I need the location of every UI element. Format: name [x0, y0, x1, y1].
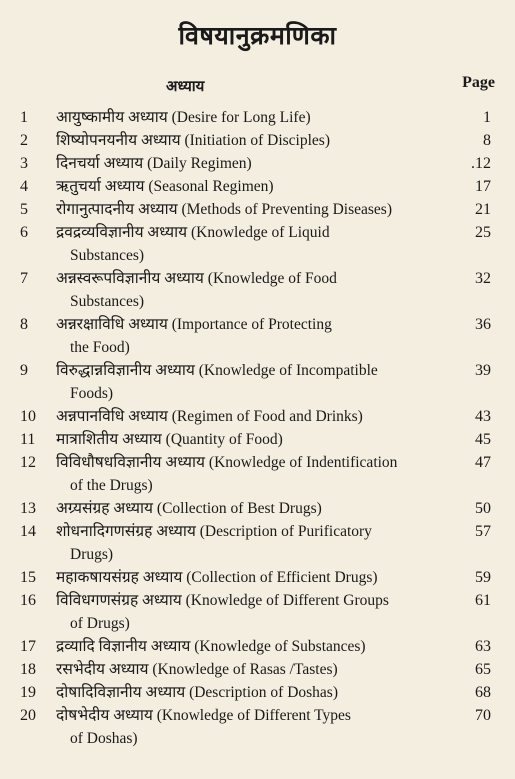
entry-title-block [56, 106, 436, 129]
entry-number: 7 [20, 270, 28, 287]
entry-number: 4 [20, 178, 28, 195]
entry-title-continuation: of Drugs) [70, 615, 130, 632]
entry-number: 10 [20, 408, 36, 425]
entry-title-block [56, 313, 436, 359]
entry-title-continuation: Foods) [70, 385, 114, 402]
entry-page-number: 68 [475, 684, 491, 701]
entry-title-block [56, 221, 436, 267]
entry-number: 20 [20, 707, 36, 724]
entry-title-continuation: of the Drugs) [70, 477, 153, 494]
toc-entry [0, 129, 515, 152]
entry-title: विरुद्धान्नविज्ञानीय अध्याय (Knowledge of Incompatible [56, 362, 378, 379]
entry-number: 6 [20, 224, 28, 241]
entry-page-number: 45 [475, 431, 491, 448]
entry-page-number: .12 [471, 155, 491, 172]
entry-page-number: 70 [475, 707, 491, 724]
entry-number: 18 [20, 661, 36, 678]
entry-title: अन्नरक्षाविधि अध्याय (Importance of Protecting [56, 316, 332, 333]
entry-page-number: 43 [475, 408, 491, 425]
entry-number: 8 [20, 316, 28, 333]
entry-title: द्रव्यादि विज्ञानीय अध्याय (Knowledge of Substances) [56, 638, 366, 655]
entry-title: दोषभेदीय अध्याय (Knowledge of Different Types [56, 707, 351, 724]
entry-title-block [56, 175, 436, 198]
entry-number: 14 [20, 523, 36, 540]
entry-page-number: 63 [475, 638, 491, 655]
entry-title: मात्राशितीय अध्याय (Quantity of Food) [56, 431, 283, 448]
entry-title-block [56, 566, 436, 589]
entry-number: 11 [20, 431, 36, 448]
entry-number: 13 [20, 500, 36, 517]
entry-title: अन्नस्वरूपविज्ञानीय अध्याय (Knowledge of Food [56, 270, 337, 287]
entry-number: 5 [20, 201, 28, 218]
entry-title-block [56, 704, 436, 750]
entry-title-continuation: the Food) [70, 339, 130, 356]
entry-title: शिष्योपनयनीय अध्याय (Initiation of Disciples) [56, 132, 330, 149]
entry-title: अन्नपानविधि अध्याय (Regimen of Food and Drinks) [56, 408, 363, 425]
entry-title: रोगानुत्पादनीय अध्याय (Methods of Preventing Diseases) [56, 201, 392, 218]
entry-title-block [56, 129, 436, 152]
entry-title-block [56, 520, 436, 566]
toc-entry [0, 198, 515, 221]
toc-entry [0, 589, 515, 635]
toc-entry [0, 152, 515, 175]
entry-title-block [56, 451, 436, 497]
toc-entry [0, 704, 515, 750]
entry-title: रसभेदीय अध्याय (Knowledge of Rasas /Tastes) [56, 661, 338, 678]
entry-page-number: 65 [475, 661, 491, 678]
toc-entry [0, 520, 515, 566]
entry-title-block [56, 405, 436, 428]
entry-number: 1 [20, 109, 28, 126]
entry-title-block [56, 497, 436, 520]
entry-number: 3 [20, 155, 28, 172]
entry-title-block [56, 681, 436, 704]
entry-title: विविधगणसंग्रह अध्याय (Knowledge of Different Groups [56, 592, 389, 609]
entry-title: द्रवद्रव्यविज्ञानीय अध्याय (Knowledge of Liquid [56, 224, 330, 241]
entry-page-number: 59 [475, 569, 491, 586]
page-title: विषयानुक्रमणिका [178, 21, 337, 50]
entry-title: ऋतुचर्या अध्याय (Seasonal Regimen) [56, 178, 274, 195]
toc-entry [0, 267, 515, 313]
entry-title-block [56, 635, 436, 658]
entry-number: 19 [20, 684, 36, 701]
entry-title: महाकषायसंग्रह अध्याय (Collection of Efficient Drugs) [56, 569, 378, 586]
entry-page-number: 57 [475, 523, 491, 540]
page-column-header: Page [462, 74, 495, 91]
toc-entry [0, 221, 515, 267]
entry-title-block [56, 267, 436, 313]
toc-entry [0, 451, 515, 497]
entry-title-continuation: Drugs) [70, 546, 114, 563]
entry-number: 16 [20, 592, 36, 609]
entry-page-number: 32 [475, 270, 491, 287]
entry-title: विविधौषधविज्ञानीय अध्याय (Knowledge of Indentification [56, 454, 398, 471]
toc-entry [0, 359, 515, 405]
toc-entry [0, 313, 515, 359]
entry-page-number: 61 [475, 592, 491, 609]
toc-entry [0, 566, 515, 589]
entry-page-number: 1 [483, 109, 491, 126]
entry-number: 17 [20, 638, 36, 655]
entry-number: 15 [20, 569, 36, 586]
entry-page-number: 39 [475, 362, 491, 379]
entry-title: दोषादिविज्ञानीय अध्याय (Description of Doshas) [56, 684, 339, 701]
entry-title: शोधनादिगणसंग्रह अध्याय (Description of Purificatory [56, 523, 372, 540]
entry-title: आयुष्कामीय अध्याय (Desire for Long Life) [56, 109, 311, 126]
entry-title-block [56, 658, 436, 681]
entry-title-continuation: Substances) [70, 247, 145, 264]
toc-list [0, 106, 515, 750]
entry-page-number: 36 [475, 316, 491, 333]
toc-entry [0, 497, 515, 520]
entry-title-continuation: of Doshas) [70, 730, 138, 747]
entry-page-number: 21 [475, 201, 491, 218]
entry-number: 12 [20, 454, 36, 471]
entry-title: दिनचर्या अध्याय (Daily Regimen) [56, 155, 252, 172]
entry-title-block [56, 152, 436, 175]
toc-entry [0, 635, 515, 658]
entry-page-number: 17 [475, 178, 491, 195]
entry-page-number: 25 [475, 224, 491, 241]
entry-title-block [56, 428, 436, 451]
entry-title: अग्र्यसंग्रह अध्याय (Collection of Best Drugs) [56, 500, 322, 517]
toc-entry [0, 681, 515, 704]
entry-title-continuation: Substances) [70, 293, 145, 310]
entry-page-number: 47 [475, 454, 491, 471]
chapter-column-header: अध्याय [166, 77, 205, 95]
entry-number: 2 [20, 132, 28, 149]
entry-title-block [56, 589, 436, 635]
toc-entry [0, 428, 515, 451]
toc-entry [0, 175, 515, 198]
entry-title-block [56, 359, 436, 405]
entry-page-number: 50 [475, 500, 491, 517]
entry-page-number: 8 [483, 132, 491, 149]
entry-number: 9 [20, 362, 28, 379]
toc-entry [0, 658, 515, 681]
toc-entry [0, 106, 515, 129]
toc-entry [0, 405, 515, 428]
entry-title-block [56, 198, 436, 221]
